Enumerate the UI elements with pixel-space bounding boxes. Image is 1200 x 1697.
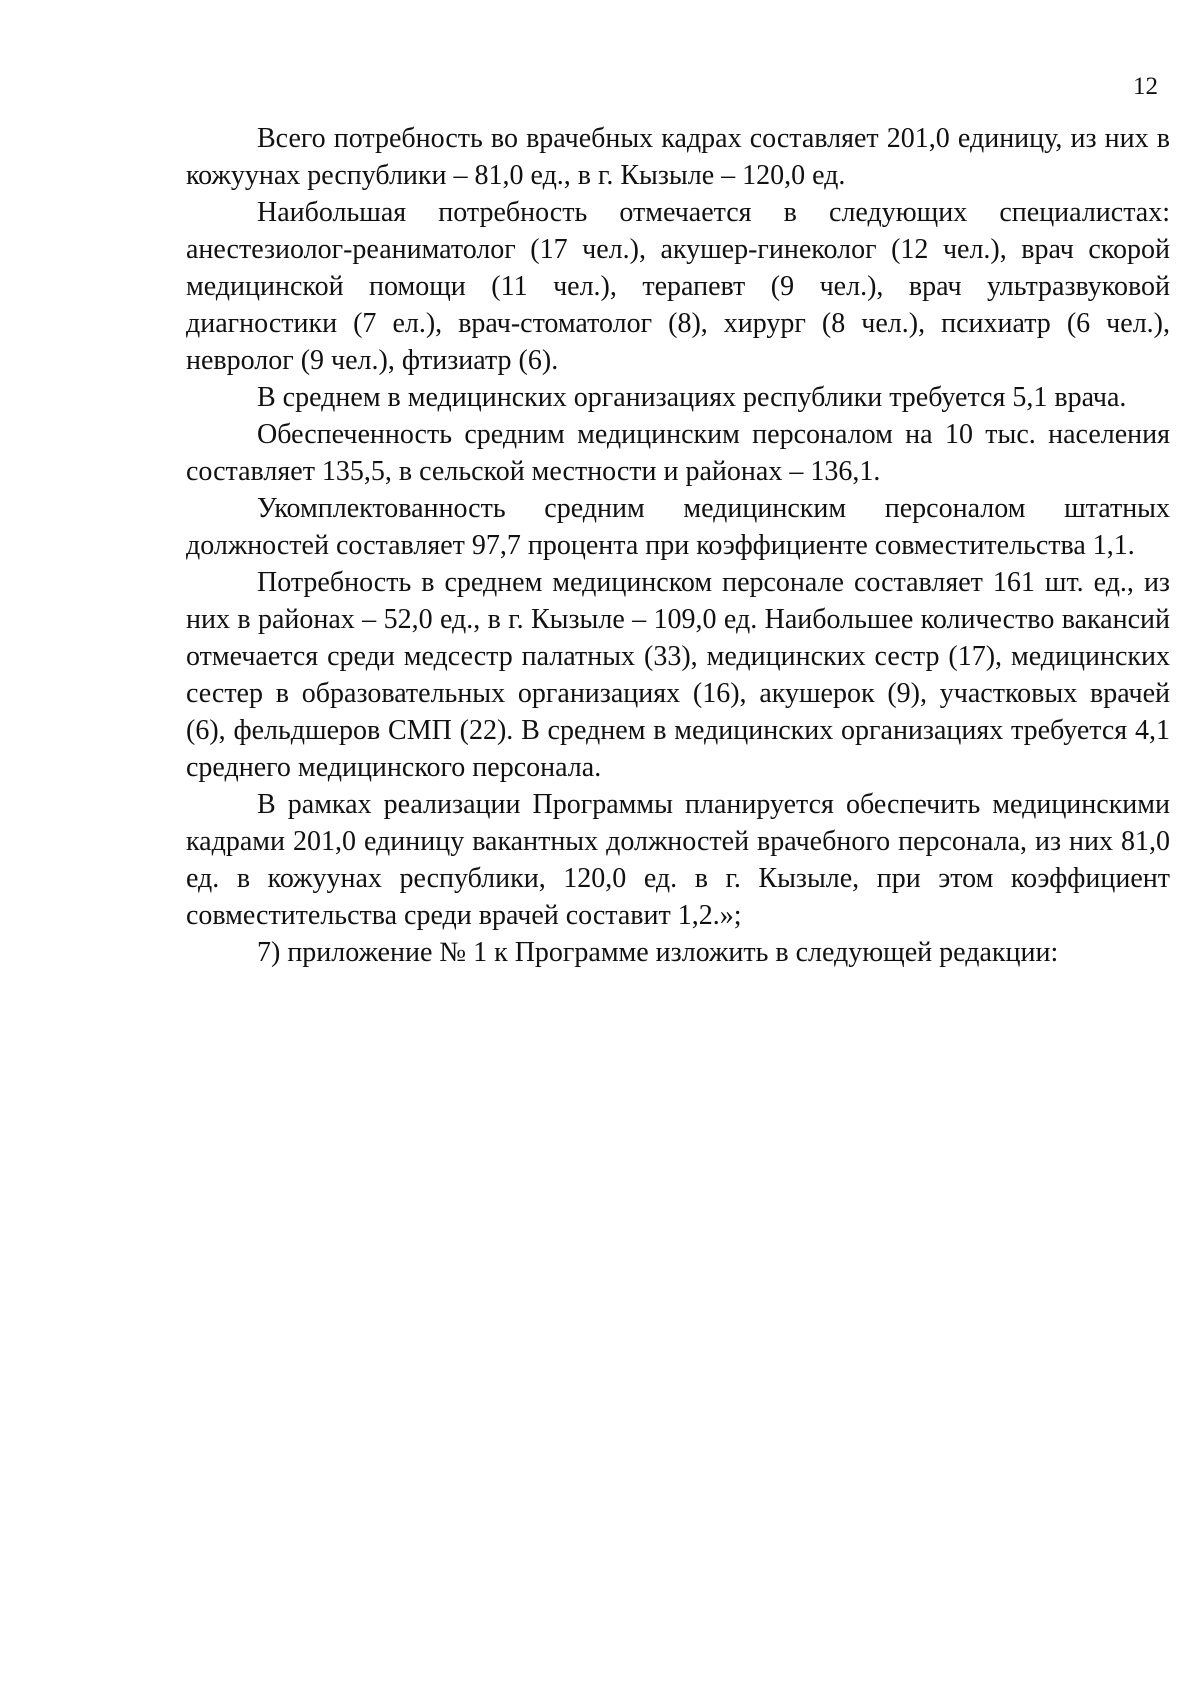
body-text bbox=[186, 120, 1170, 971]
paragraph-nursing-staffing-level: Укомплектованность средним медицинским персоналом штатных должностей составляет 97,7 процента при коэффициенте совместительства 1,1. bbox=[186, 493, 1170, 561]
paragraph-nursing-staff-demand: Потребность в среднем медицинском персонале составляет 161 шт. ед., из них в районах – 52,0 ед., в г. Кызыле – 109,0 ед. Наибольшее количество вакансий отмечается среди медсестр палатных (33), медицинских сестр (17), медицинских сестер в образовательных организациях (16), акушерок (9), участковых врачей (6), фельдшеров СМП (22). В среднем в медицинских организациях требуется 4,1 среднего медицинского персонала. bbox=[186, 567, 1170, 783]
paragraph-appendix-amendment: 7) приложение № 1 к Программе изложить в следующей редакции: bbox=[257, 937, 1059, 968]
page-number: 12 bbox=[1133, 73, 1158, 100]
paragraph-program-plan: В рамках реализации Программы планируется обеспечить медицинскими кадрами 201,0 единицу вакантных должностей врачебного персонала, из них 81,0 ед. в кожуунах республики, 120,0 ед. в г. Кызыле, при этом коэффициент совместительства среди врачей составит 1,2.»; bbox=[186, 789, 1170, 931]
paragraph-doctor-demand-total: Всего потребность во врачебных кадрах составляет 201,0 единицу, из них в кожуунах республики – 81,0 ед., в г. Кызыле – 120,0 ед. bbox=[186, 123, 1170, 191]
paragraph-specialist-demand: Наибольшая потребность отмечается в следующих специалистах: анестезиолог-реаниматолог (17 чел.), акушер-гинеколог (12 чел.), врач скорой медицинской помощи (11 чел.), терапевт (9 чел.), врач ультразвуковой диагностики (7 ел.), врач-стоматолог (8), хирург (8 чел.), психиатр (6 чел.), невролог (9 чел.), фтизиатр (6). bbox=[186, 197, 1170, 376]
paragraph-nursing-staff-coverage: Обеспеченность средним медицинским персоналом на 10 тыс. населения составляет 135,5, в сельской местности и районах – 136,1. bbox=[186, 419, 1170, 487]
paragraph-average-doctor-demand: В среднем в медицинских организациях республики требуется 5,1 врача. bbox=[257, 382, 1127, 413]
